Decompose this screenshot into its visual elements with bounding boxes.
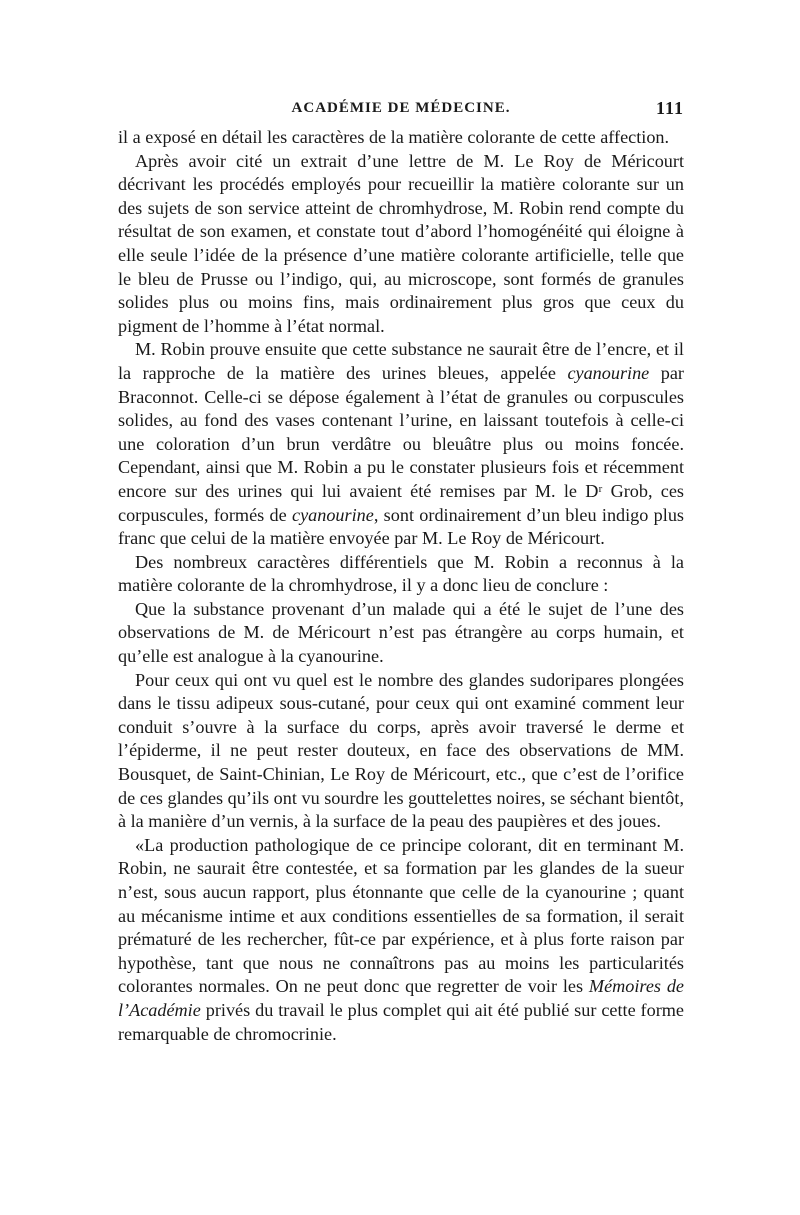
paragraph: «La production pathologique de ce principe colorant, dit en terminant M. Robin, ne saurait être contestée, et sa formation par les glandes de la sueur n’est, sous aucun rapport, plus étonnante que celle de la cyanourine ; quant au mécanisme intime et aux conditions essentielles de sa formation, il serait prématuré de les rechercher, fût-ce par expérience, et à plus forte raison par hypothèse, tant que nous ne connaîtrons pas au moins les particularités colorantes normales. On ne peut donc que regretter de voir les Mémoires de l’Académie privés du travail le plus complet qui ait été publié sur cette forme remarquable de chromocrinie. <box>118 834 684 1044</box>
italic-term: cyanourine <box>567 362 650 383</box>
page-number: 111 <box>655 98 684 118</box>
page-header <box>118 96 684 126</box>
paragraph: M. Robin prouve ensuite que cette substance ne saurait être de l’encre, et il la rapproche de la matière des urines bleues, appelée cyanourine par Braconnot. Celle-ci se dépose également à l’état de granules ou corpuscules solides, au fond des vases contenant l’urine, en laissant toutefois à celle-ci une coloration d’un brun verdâtre ou bleuâtre plus ou moins foncée. Cependant, ainsi que M. Robin a pu le constater plusieurs fois et récemment encore sur des urines qui lui avaient été remises par M. le Dʳ Grob, ces corpuscules, formés de cyanourine, sont ordinairement d’un bleu indigo plus franc que celui de la matière envoyée par M. Le Roy de Méricourt. <box>118 339 684 549</box>
paragraph: Des nombreux caractères différentiels que M. Robin a reconnus à la matière colorante de la chromhydrose, il y a donc lieu de conclure : <box>118 551 684 596</box>
paragraph: Que la substance provenant d’un malade qui a été le sujet de l’une des observations de M. de Méricourt n’est pas étrangère au corps humain, et qu’elle est analogue à la cyanourine. <box>118 598 684 667</box>
italic-term: cyanourine <box>292 504 374 525</box>
body-text <box>118 126 684 1046</box>
paragraph: Après avoir cité un extrait d’une lettre de M. Le Roy de Méricourt décrivant les procédés employés pour recueillir la matière colorante sur un des sujets de son service atteint de chromhydrose, M. Robin rend compte du résultat de son examen, et constate tout d’abord l’homogénéité qui éloigne à elle seule l’idée de la présence d’une matière colorante artificielle, telle que le bleu de Prusse ou l’indigo, qui, au microscope, sont formés de granules solides plus ou moins fins, mais ordinairement plus gros que ceux du pigment de l’homme à l’état normal. <box>118 150 684 336</box>
paragraph: Pour ceux qui ont vu quel est le nombre des glandes sudoripares plongées dans le tissu adipeux sous-cutané, pour ceux qui ont examiné comment leur conduit s’ouvre à la surface du corps, après avoir traversé le derme et l’épiderme, il ne peut rester douteux, en face des observations de MM. Bousquet, de Saint-Chinian, Le Roy de Méricourt, etc., que c’est de l’orifice de ces glandes qu’ils ont vu sourdre les gouttelettes noires, se séchant bientôt, à la manière d’un vernis, à la surface de la peau des paupières et des joues. <box>118 669 684 832</box>
italic-title: Mémoires de l’Académie <box>118 976 684 1020</box>
page <box>118 96 684 1046</box>
running-title: ACADÉMIE DE MÉDECINE. <box>291 100 511 116</box>
paragraph: il a exposé en détail les caractères de la matière colorante de cette affection. <box>118 127 670 147</box>
